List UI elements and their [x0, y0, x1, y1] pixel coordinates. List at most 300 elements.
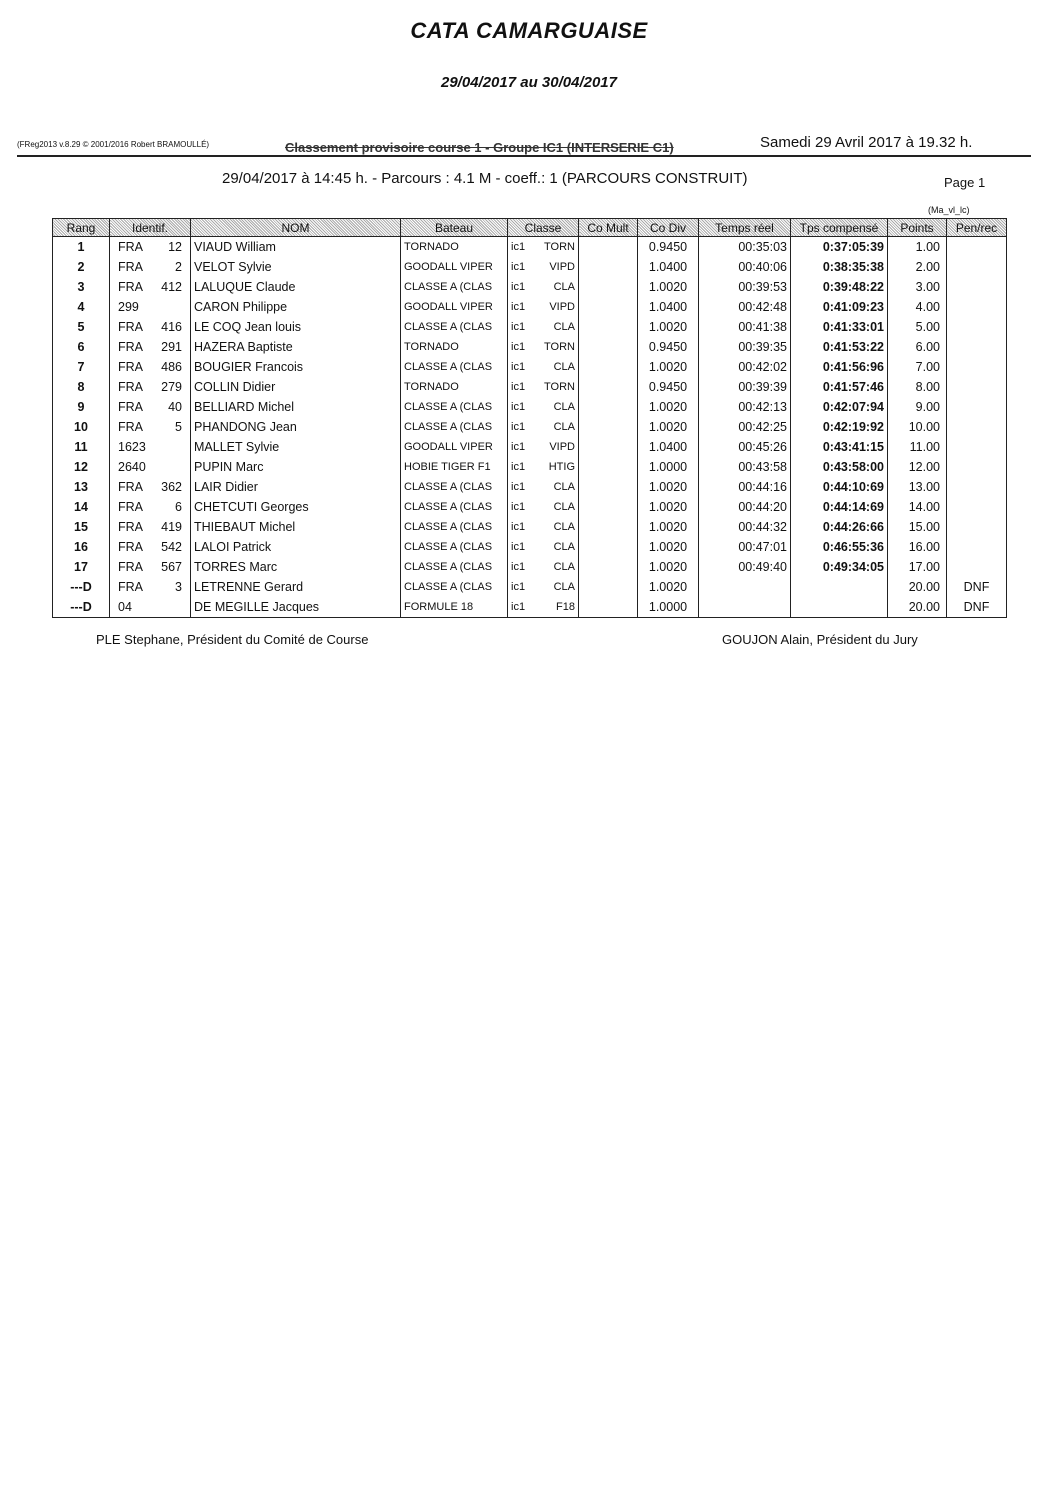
cell-sail-number: 6: [175, 500, 182, 514]
cell-rang: 3: [53, 277, 110, 297]
cell-class-code: CLA: [553, 521, 575, 533]
cell-temps-reel: 00:43:58: [699, 457, 791, 477]
cell-group: ic1: [511, 501, 526, 513]
cell-group: ic1: [511, 421, 526, 433]
cell-co-mult: [579, 257, 638, 277]
cell-classe: [508, 277, 579, 297]
col-header-co-mult: Co Mult: [579, 219, 638, 237]
cell-pen-rec: [947, 297, 1007, 317]
results-heading: Classement provisoire course 1 - Groupe IC1 (INTERSERIE C1): [285, 140, 674, 155]
col-header-nom: NOM: [191, 219, 401, 237]
cell-classe: [508, 317, 579, 337]
cell-nationality: 299: [118, 300, 139, 314]
cell-rang: 16: [53, 537, 110, 557]
cell-rang: 8: [53, 377, 110, 397]
cell-group: ic1: [511, 261, 526, 273]
cell-pen-rec: DNF: [947, 597, 1007, 618]
cell-bateau: CLASSE A (CLAS: [401, 357, 508, 377]
cell-temps-reel: 00:39:53: [699, 277, 791, 297]
cell-identif: [110, 317, 191, 337]
cell-nom: CARON Philippe: [191, 297, 401, 317]
cell-identif: [110, 537, 191, 557]
cell-class-code: VIPD: [549, 441, 575, 453]
cell-group: ic1: [511, 341, 526, 353]
cell-points: 8.00: [888, 377, 947, 397]
cell-identif: [110, 417, 191, 437]
cell-co-mult: [579, 417, 638, 437]
cell-rang: 4: [53, 297, 110, 317]
cell-nom: HAZERA Baptiste: [191, 337, 401, 357]
table-row: [53, 497, 1007, 517]
cell-temps-reel: 00:42:25: [699, 417, 791, 437]
cell-nom: COLLIN Didier: [191, 377, 401, 397]
page-title: CATA CAMARGUAISE: [410, 18, 648, 43]
cell-temps-reel: 00:39:39: [699, 377, 791, 397]
cell-nom: PUPIN Marc: [191, 457, 401, 477]
cell-group: ic1: [511, 561, 526, 573]
cell-temps-reel: 00:45:26: [699, 437, 791, 457]
cell-points: 14.00: [888, 497, 947, 517]
cell-co-mult: [579, 457, 638, 477]
course-info: 29/04/2017 à 14:45 h. - Parcours : 4.1 M - coeff.: 1 (PARCOURS CONSTRUIT): [222, 170, 748, 187]
cell-co-div: 1.0020: [638, 517, 699, 537]
cell-points: 9.00: [888, 397, 947, 417]
cell-rang: 14: [53, 497, 110, 517]
cell-nom: BELLIARD Michel: [191, 397, 401, 417]
results-table: [52, 218, 1007, 618]
cell-nationality: FRA: [118, 580, 143, 594]
cell-sail-number: 5: [175, 420, 182, 434]
cell-bateau: FORMULE 18: [401, 597, 508, 618]
cell-bateau: HOBIE TIGER F1: [401, 457, 508, 477]
cell-rang: ---D: [53, 597, 110, 618]
cell-nationality: 1623: [118, 440, 146, 454]
cell-sail-number: 2: [175, 260, 182, 274]
cell-group: ic1: [511, 301, 526, 313]
cell-temps-reel: 00:42:48: [699, 297, 791, 317]
cell-bateau: CLASSE A (CLAS: [401, 497, 508, 517]
cell-pen-rec: [947, 497, 1007, 517]
cell-rang: 17: [53, 557, 110, 577]
cell-co-div: 1.0020: [638, 557, 699, 577]
cell-pen-rec: DNF: [947, 577, 1007, 597]
table-row: [53, 297, 1007, 317]
cell-group: ic1: [511, 381, 526, 393]
cell-group: ic1: [511, 581, 526, 593]
cell-co-mult: [579, 517, 638, 537]
cell-temps-reel: 00:49:40: [699, 557, 791, 577]
col-header-tps-compense: Tps compensé: [791, 219, 888, 237]
cell-sail-number: 279: [161, 380, 182, 394]
cell-co-mult: [579, 357, 638, 377]
cell-temps-reel: 00:39:35: [699, 337, 791, 357]
cell-co-div: 1.0020: [638, 417, 699, 437]
col-header-temps-reel: Temps réel: [699, 219, 791, 237]
cell-tps-compense: 0:38:35:38: [791, 257, 888, 277]
cell-class-code: CLA: [553, 501, 575, 513]
cell-co-div: 0.9450: [638, 237, 699, 258]
cell-points: 13.00: [888, 477, 947, 497]
cell-bateau: CLASSE A (CLAS: [401, 277, 508, 297]
cell-classe: [508, 337, 579, 357]
table-row: [53, 437, 1007, 457]
cell-tps-compense: 0:44:14:69: [791, 497, 888, 517]
cell-bateau: TORNADO: [401, 237, 508, 258]
cell-nom: DE MEGILLE Jacques: [191, 597, 401, 618]
cell-points: 17.00: [888, 557, 947, 577]
cell-identif: [110, 577, 191, 597]
cell-points: 3.00: [888, 277, 947, 297]
cell-identif: [110, 437, 191, 457]
cell-class-code: TORN: [544, 241, 575, 253]
cell-sail-number: 567: [161, 560, 182, 574]
cell-class-code: TORN: [544, 381, 575, 393]
cell-class-code: CLA: [553, 321, 575, 333]
cell-co-mult: [579, 437, 638, 457]
cell-tps-compense: 0:43:41:15: [791, 437, 888, 457]
header-rule: [17, 155, 1031, 157]
cell-classe: [508, 457, 579, 477]
cell-pen-rec: [947, 337, 1007, 357]
cell-tps-compense: 0:41:09:23: [791, 297, 888, 317]
cell-co-mult: [579, 477, 638, 497]
cell-rang: 9: [53, 397, 110, 417]
cell-bateau: TORNADO: [401, 377, 508, 397]
cell-tps-compense: 0:39:48:22: [791, 277, 888, 297]
cell-class-code: CLA: [553, 481, 575, 493]
cell-temps-reel: 00:42:02: [699, 357, 791, 377]
table-row: [53, 357, 1007, 377]
cell-class-code: F18: [556, 601, 575, 613]
cell-identif: [110, 397, 191, 417]
cell-temps-reel: 00:35:03: [699, 237, 791, 258]
cell-nationality: FRA: [118, 320, 143, 334]
cell-rang: 6: [53, 337, 110, 357]
cell-group: ic1: [511, 361, 526, 373]
cell-identif: [110, 497, 191, 517]
cell-nationality: FRA: [118, 540, 143, 554]
cell-nationality: FRA: [118, 560, 143, 574]
cell-points: 1.00: [888, 237, 947, 258]
cell-sail-number: 542: [161, 540, 182, 554]
cell-classe: [508, 377, 579, 397]
col-header-identif: Identif.: [110, 219, 191, 237]
cell-group: ic1: [511, 441, 526, 453]
table-row: [53, 257, 1007, 277]
cell-nationality: 2640: [118, 460, 146, 474]
cell-co-div: 1.0020: [638, 537, 699, 557]
cell-tps-compense: 0:41:56:96: [791, 357, 888, 377]
table-header-row: [53, 219, 1007, 237]
cell-nom: LE COQ Jean louis: [191, 317, 401, 337]
cell-group: ic1: [511, 321, 526, 333]
cell-bateau: CLASSE A (CLAS: [401, 477, 508, 497]
cell-nationality: FRA: [118, 280, 143, 294]
cell-tps-compense: 0:44:26:66: [791, 517, 888, 537]
cell-tps-compense: 0:49:34:05: [791, 557, 888, 577]
cell-nom: LALOI Patrick: [191, 537, 401, 557]
cell-co-div: 1.0020: [638, 577, 699, 597]
cell-classe: [508, 537, 579, 557]
cell-points: 16.00: [888, 537, 947, 557]
col-header-classe: Classe: [508, 219, 579, 237]
cell-co-mult: [579, 557, 638, 577]
cell-tps-compense: 0:42:07:94: [791, 397, 888, 417]
cell-co-mult: [579, 537, 638, 557]
cell-temps-reel: 00:44:20: [699, 497, 791, 517]
cell-points: 6.00: [888, 337, 947, 357]
cell-tps-compense: 0:41:53:22: [791, 337, 888, 357]
col-header-pen-rec: Pen/rec: [947, 219, 1007, 237]
col-header-co-div: Co Div: [638, 219, 699, 237]
table-row: [53, 317, 1007, 337]
cell-tps-compense: 0:46:55:36: [791, 537, 888, 557]
cell-classe: [508, 517, 579, 537]
cell-bateau: GOODALL VIPER: [401, 297, 508, 317]
cell-nom: PHANDONG Jean: [191, 417, 401, 437]
cell-points: 11.00: [888, 437, 947, 457]
cell-co-mult: [579, 317, 638, 337]
cell-co-mult: [579, 597, 638, 618]
cell-class-code: CLA: [553, 361, 575, 373]
table-row: [53, 397, 1007, 417]
cell-co-div: 0.9450: [638, 337, 699, 357]
column-subnote: (Ma_vl_lc): [928, 205, 970, 215]
cell-rang: ---D: [53, 577, 110, 597]
cell-co-div: 1.0020: [638, 497, 699, 517]
cell-group: ic1: [511, 241, 526, 253]
cell-nom: CHETCUTI Georges: [191, 497, 401, 517]
cell-tps-compense: [791, 577, 888, 597]
cell-class-code: CLA: [553, 421, 575, 433]
cell-rang: 7: [53, 357, 110, 377]
cell-tps-compense: [791, 597, 888, 618]
col-header-rang: Rang: [53, 219, 110, 237]
table-row: [53, 537, 1007, 557]
cell-pen-rec: [947, 397, 1007, 417]
cell-tps-compense: 0:41:57:46: [791, 377, 888, 397]
cell-pen-rec: [947, 477, 1007, 497]
cell-rang: 15: [53, 517, 110, 537]
cell-co-mult: [579, 397, 638, 417]
cell-class-code: CLA: [553, 401, 575, 413]
cell-identif: [110, 337, 191, 357]
cell-bateau: CLASSE A (CLAS: [401, 317, 508, 337]
cell-points: 4.00: [888, 297, 947, 317]
cell-rang: 2: [53, 257, 110, 277]
cell-points: 7.00: [888, 357, 947, 377]
cell-bateau: CLASSE A (CLAS: [401, 557, 508, 577]
cell-sail-number: 416: [161, 320, 182, 334]
cell-points: 20.00: [888, 577, 947, 597]
cell-temps-reel: 00:47:01: [699, 537, 791, 557]
cell-class-code: HTIG: [548, 461, 575, 473]
cell-nationality: FRA: [118, 340, 143, 354]
cell-tps-compense: 0:43:58:00: [791, 457, 888, 477]
cell-class-code: CLA: [553, 541, 575, 553]
cell-pen-rec: [947, 437, 1007, 457]
cell-identif: [110, 517, 191, 537]
cell-nom: LETRENNE Gerard: [191, 577, 401, 597]
cell-group: ic1: [511, 281, 526, 293]
cell-co-mult: [579, 297, 638, 317]
cell-temps-reel: 00:40:06: [699, 257, 791, 277]
cell-sail-number: 486: [161, 360, 182, 374]
cell-co-div: 1.0000: [638, 457, 699, 477]
cell-co-mult: [579, 497, 638, 517]
cell-identif: [110, 357, 191, 377]
cell-rang: 1: [53, 237, 110, 258]
cell-points: 5.00: [888, 317, 947, 337]
cell-classe: [508, 237, 579, 258]
cell-co-div: 1.0020: [638, 477, 699, 497]
cell-classe: [508, 557, 579, 577]
cell-sail-number: 362: [161, 480, 182, 494]
cell-temps-reel: 00:42:13: [699, 397, 791, 417]
cell-tps-compense: 0:37:05:39: [791, 237, 888, 258]
cell-co-div: 1.0400: [638, 437, 699, 457]
cell-nationality: FRA: [118, 240, 143, 254]
table-row: [53, 577, 1007, 597]
cell-nationality: FRA: [118, 400, 143, 414]
cell-classe: [508, 297, 579, 317]
cell-pen-rec: [947, 317, 1007, 337]
cell-class-code: CLA: [553, 281, 575, 293]
cell-nom: VELOT Sylvie: [191, 257, 401, 277]
cell-co-mult: [579, 277, 638, 297]
cell-pen-rec: [947, 237, 1007, 258]
cell-class-code: TORN: [544, 341, 575, 353]
cell-bateau: CLASSE A (CLAS: [401, 517, 508, 537]
cell-bateau: CLASSE A (CLAS: [401, 397, 508, 417]
cell-rang: 5: [53, 317, 110, 337]
cell-bateau: GOODALL VIPER: [401, 257, 508, 277]
cell-identif: [110, 237, 191, 258]
cell-co-mult: [579, 337, 638, 357]
cell-nationality: FRA: [118, 480, 143, 494]
cell-rang: 10: [53, 417, 110, 437]
cell-tps-compense: 0:44:10:69: [791, 477, 888, 497]
cell-nom: VIAUD William: [191, 237, 401, 258]
table-row: [53, 277, 1007, 297]
table-row: [53, 597, 1007, 618]
cell-points: 20.00: [888, 597, 947, 618]
cell-nom: BOUGIER Francois: [191, 357, 401, 377]
cell-identif: [110, 457, 191, 477]
cell-co-div: 0.9450: [638, 377, 699, 397]
cell-pen-rec: [947, 517, 1007, 537]
cell-rang: 13: [53, 477, 110, 497]
cell-co-mult: [579, 577, 638, 597]
cell-nationality: FRA: [118, 500, 143, 514]
footer-race-committee: PLE Stephane, Président du Comité de Course: [96, 632, 369, 647]
cell-identif: [110, 597, 191, 618]
cell-pen-rec: [947, 457, 1007, 477]
cell-points: 2.00: [888, 257, 947, 277]
cell-pen-rec: [947, 277, 1007, 297]
cell-sail-number: 40: [168, 400, 182, 414]
cell-identif: [110, 297, 191, 317]
cell-classe: [508, 497, 579, 517]
cell-co-div: 1.0020: [638, 277, 699, 297]
cell-identif: [110, 477, 191, 497]
cell-sail-number: 291: [161, 340, 182, 354]
cell-rang: 12: [53, 457, 110, 477]
table-row: [53, 377, 1007, 397]
cell-nationality: FRA: [118, 520, 143, 534]
cell-nationality: FRA: [118, 260, 143, 274]
cell-class-code: VIPD: [549, 261, 575, 273]
cell-temps-reel: 00:41:38: [699, 317, 791, 337]
cell-co-div: 1.0000: [638, 597, 699, 618]
col-header-points: Points: [888, 219, 947, 237]
cell-sail-number: 12: [168, 240, 182, 254]
table-row: [53, 337, 1007, 357]
cell-group: ic1: [511, 521, 526, 533]
table-row: [53, 517, 1007, 537]
cell-nom: MALLET Sylvie: [191, 437, 401, 457]
cell-nom: LALUQUE Claude: [191, 277, 401, 297]
cell-rang: 11: [53, 437, 110, 457]
cell-temps-reel: 00:44:16: [699, 477, 791, 497]
cell-classe: [508, 257, 579, 277]
cell-temps-reel: [699, 577, 791, 597]
cell-nationality: FRA: [118, 380, 143, 394]
cell-nationality: FRA: [118, 360, 143, 374]
cell-bateau: CLASSE A (CLAS: [401, 417, 508, 437]
cell-classe: [508, 577, 579, 597]
cell-class-code: CLA: [553, 561, 575, 573]
event-dates: 29/04/2017 au 30/04/2017: [441, 74, 617, 91]
cell-class-code: VIPD: [549, 301, 575, 313]
cell-co-div: 1.0400: [638, 257, 699, 277]
cell-group: ic1: [511, 541, 526, 553]
cell-pen-rec: [947, 257, 1007, 277]
footer-jury: GOUJON Alain, Président du Jury: [722, 632, 918, 647]
cell-bateau: CLASSE A (CLAS: [401, 577, 508, 597]
cell-co-div: 1.0020: [638, 397, 699, 417]
cell-group: ic1: [511, 461, 526, 473]
cell-pen-rec: [947, 537, 1007, 557]
cell-pen-rec: [947, 417, 1007, 437]
cell-pen-rec: [947, 377, 1007, 397]
cell-nom: THIEBAUT Michel: [191, 517, 401, 537]
cell-points: 10.00: [888, 417, 947, 437]
col-header-bateau: Bateau: [401, 219, 508, 237]
cell-group: ic1: [511, 481, 526, 493]
cell-classe: [508, 437, 579, 457]
cell-classe: [508, 597, 579, 618]
cell-classe: [508, 357, 579, 377]
page-number: Page 1: [944, 175, 986, 190]
cell-classe: [508, 477, 579, 497]
cell-class-code: CLA: [553, 581, 575, 593]
cell-pen-rec: [947, 557, 1007, 577]
table-row: [53, 457, 1007, 477]
table-row: [53, 237, 1007, 258]
cell-co-mult: [579, 237, 638, 258]
cell-sail-number: 419: [161, 520, 182, 534]
cell-nationality: FRA: [118, 420, 143, 434]
cell-nationality: 04: [118, 600, 132, 614]
cell-identif: [110, 257, 191, 277]
cell-classe: [508, 417, 579, 437]
table-row: [53, 557, 1007, 577]
cell-bateau: CLASSE A (CLAS: [401, 537, 508, 557]
cell-sail-number: 3: [175, 580, 182, 594]
cell-identif: [110, 277, 191, 297]
cell-points: 15.00: [888, 517, 947, 537]
